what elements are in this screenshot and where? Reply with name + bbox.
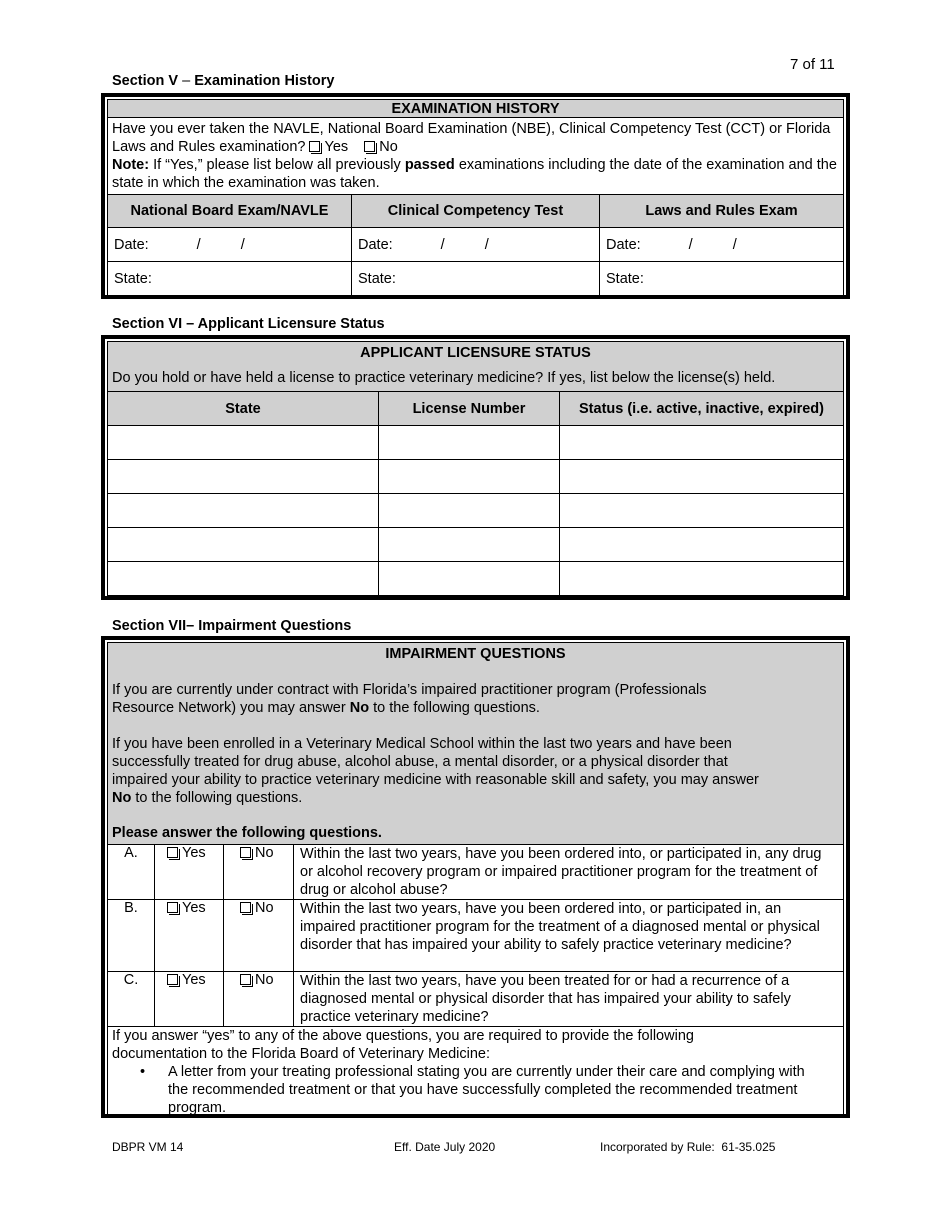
question-c-yes[interactable]: Yes <box>155 972 224 1027</box>
exam-yes-checkbox[interactable] <box>309 141 320 152</box>
examination-question: Have you ever taken the NAVLE, National Board Examination (NBE), Clinical Competency Test (CCT) or Florida Laws and Rules examination? <box>112 121 831 155</box>
footer-form-id: DBPR VM 14 <box>112 1140 184 1154</box>
checkbox-icon[interactable] <box>240 974 251 985</box>
footer-rule: Incorporated by Rule: 61-35.025 <box>600 1140 776 1154</box>
question-text: Within the last two years, have you been ordered into, or participated in, any drug or alcohol recovery program or impaired practitioner program for the treatment of drug or alcohol abuse? <box>294 845 844 900</box>
question-row-c <box>108 972 844 1027</box>
please-answer-label: Please answer the following questions. <box>112 825 382 841</box>
checkbox-icon[interactable] <box>167 974 178 985</box>
bullet-icon: • <box>140 1064 146 1080</box>
license-state-cell[interactable] <box>108 494 379 528</box>
question-b-yes[interactable]: Yes <box>155 900 224 972</box>
license-status-cell[interactable] <box>560 494 844 528</box>
question-a-yes[interactable]: Yes <box>155 845 224 900</box>
prn-paragraph: If you are currently under contract with Florida’s impaired practitioner program (Professionals Resource Network) you may answer No to the following questions. <box>112 682 707 716</box>
question-row-b <box>108 900 844 972</box>
examination-question-cell: Have you ever taken the NAVLE, National Board Examination (NBE), Clinical Competency Test (CCT) or Florida Laws and Rules examination? Yes No Note: If “Yes,” please list below all previously passed examinations including the date of the examination and the state in which the examination was taken. <box>108 118 844 195</box>
instructions-cell <box>108 1027 844 1118</box>
license-row <box>108 494 844 528</box>
section-vii-title: Section VII– Impairment Questions <box>112 618 352 634</box>
license-state-cell[interactable] <box>108 528 379 562</box>
license-status-cell[interactable] <box>560 562 844 596</box>
checkbox-icon[interactable] <box>167 902 178 913</box>
license-row <box>108 460 844 494</box>
section-v-title: Section V – Examination History <box>112 73 335 89</box>
nbe-date-field[interactable]: Date: / / <box>108 228 352 262</box>
license-state-cell[interactable] <box>108 562 379 596</box>
nbe-state-field[interactable]: State: <box>108 262 352 296</box>
license-number-cell[interactable] <box>379 494 560 528</box>
license-row <box>108 426 844 460</box>
question-b-no[interactable]: No <box>224 900 294 972</box>
checkbox-icon[interactable] <box>240 847 251 858</box>
column-status: Status (i.e. active, inactive, expired) <box>560 392 844 426</box>
licensure-question: Do you hold or have held a license to practice veterinary medicine? If yes, list below the license(s) held. <box>112 370 776 386</box>
checkbox-icon[interactable] <box>167 847 178 858</box>
column-state: State <box>108 392 379 426</box>
question-letter: B. <box>108 900 155 972</box>
license-number-cell[interactable] <box>379 562 560 596</box>
column-license-number: License Number <box>379 392 560 426</box>
question-text: Within the last two years, have you been ordered into, or participated in, an impaired practitioner program for the treatment of a diagnosed mental or physical disorder that has impaired your ability to safely practice veterinary medicine? <box>294 900 844 972</box>
license-status-cell[interactable] <box>560 460 844 494</box>
column-clinical-competency: Clinical Competency Test <box>352 195 600 228</box>
license-status-cell[interactable] <box>560 426 844 460</box>
exam-no-checkbox[interactable] <box>364 141 375 152</box>
school-paragraph: If you have been enrolled in a Veterinary Medical School within the last two years and have been successfully treated for drug abuse, alcohol abuse, a mental disorder, or a physical disorder that impaired your ability to practice veterinary medicine with reasonable skill and safety, you may answer No to the following questions. <box>112 736 759 806</box>
examination-history-box <box>101 93 850 299</box>
question-c-no[interactable]: No <box>224 972 294 1027</box>
license-number-cell[interactable] <box>379 460 560 494</box>
column-laws-rules: Laws and Rules Exam <box>600 195 844 228</box>
license-row <box>108 528 844 562</box>
license-row <box>108 562 844 596</box>
license-state-cell[interactable] <box>108 460 379 494</box>
licensure-header-cell <box>108 342 844 392</box>
impairment-intro-cell <box>108 643 844 845</box>
license-number-cell[interactable] <box>379 426 560 460</box>
question-letter: C. <box>108 972 155 1027</box>
page-number: 7 of 11 <box>790 56 835 73</box>
question-text: Within the last two years, have you been treated for or had a recurrence of a diagnosed mental or physical disorder that has impaired your ability to safely practice veterinary medicine? <box>294 972 844 1027</box>
cct-date-field[interactable]: Date: / / <box>352 228 600 262</box>
license-number-cell[interactable] <box>379 528 560 562</box>
instructions-text: If you answer “yes” to any of the above questions, you are required to provide the following documentation to the Florida Board of Veterinary Medicine: <box>112 1028 694 1062</box>
checkbox-icon[interactable] <box>240 902 251 913</box>
cct-state-field[interactable]: State: <box>352 262 600 296</box>
footer-eff-date: Eff. Date July 2020 <box>394 1140 496 1154</box>
column-national-board: National Board Exam/NAVLE <box>108 195 352 228</box>
examination-history-header: EXAMINATION HISTORY <box>108 100 844 118</box>
impairment-questions-header: IMPAIRMENT QUESTIONS <box>385 646 566 662</box>
licensure-status-box <box>101 335 850 600</box>
question-row-a <box>108 845 844 900</box>
question-a-no[interactable]: No <box>224 845 294 900</box>
question-letter: A. <box>108 845 155 900</box>
licensure-status-header: APPLICANT LICENSURE STATUS <box>360 345 591 361</box>
section-vi-title: Section VI – Applicant Licensure Status <box>112 316 385 332</box>
laws-date-field[interactable]: Date: / / <box>600 228 844 262</box>
license-status-cell[interactable] <box>560 528 844 562</box>
laws-state-field[interactable]: State: <box>600 262 844 296</box>
bullet-item: • A letter from your treating professional stating you are currently under their care and complying with the recommended treatment or that you have successfully completed the recommended treatment program. <box>140 1064 805 1116</box>
impairment-questions-box <box>101 636 850 1118</box>
license-state-cell[interactable] <box>108 426 379 460</box>
instructions-row <box>108 1027 844 1118</box>
